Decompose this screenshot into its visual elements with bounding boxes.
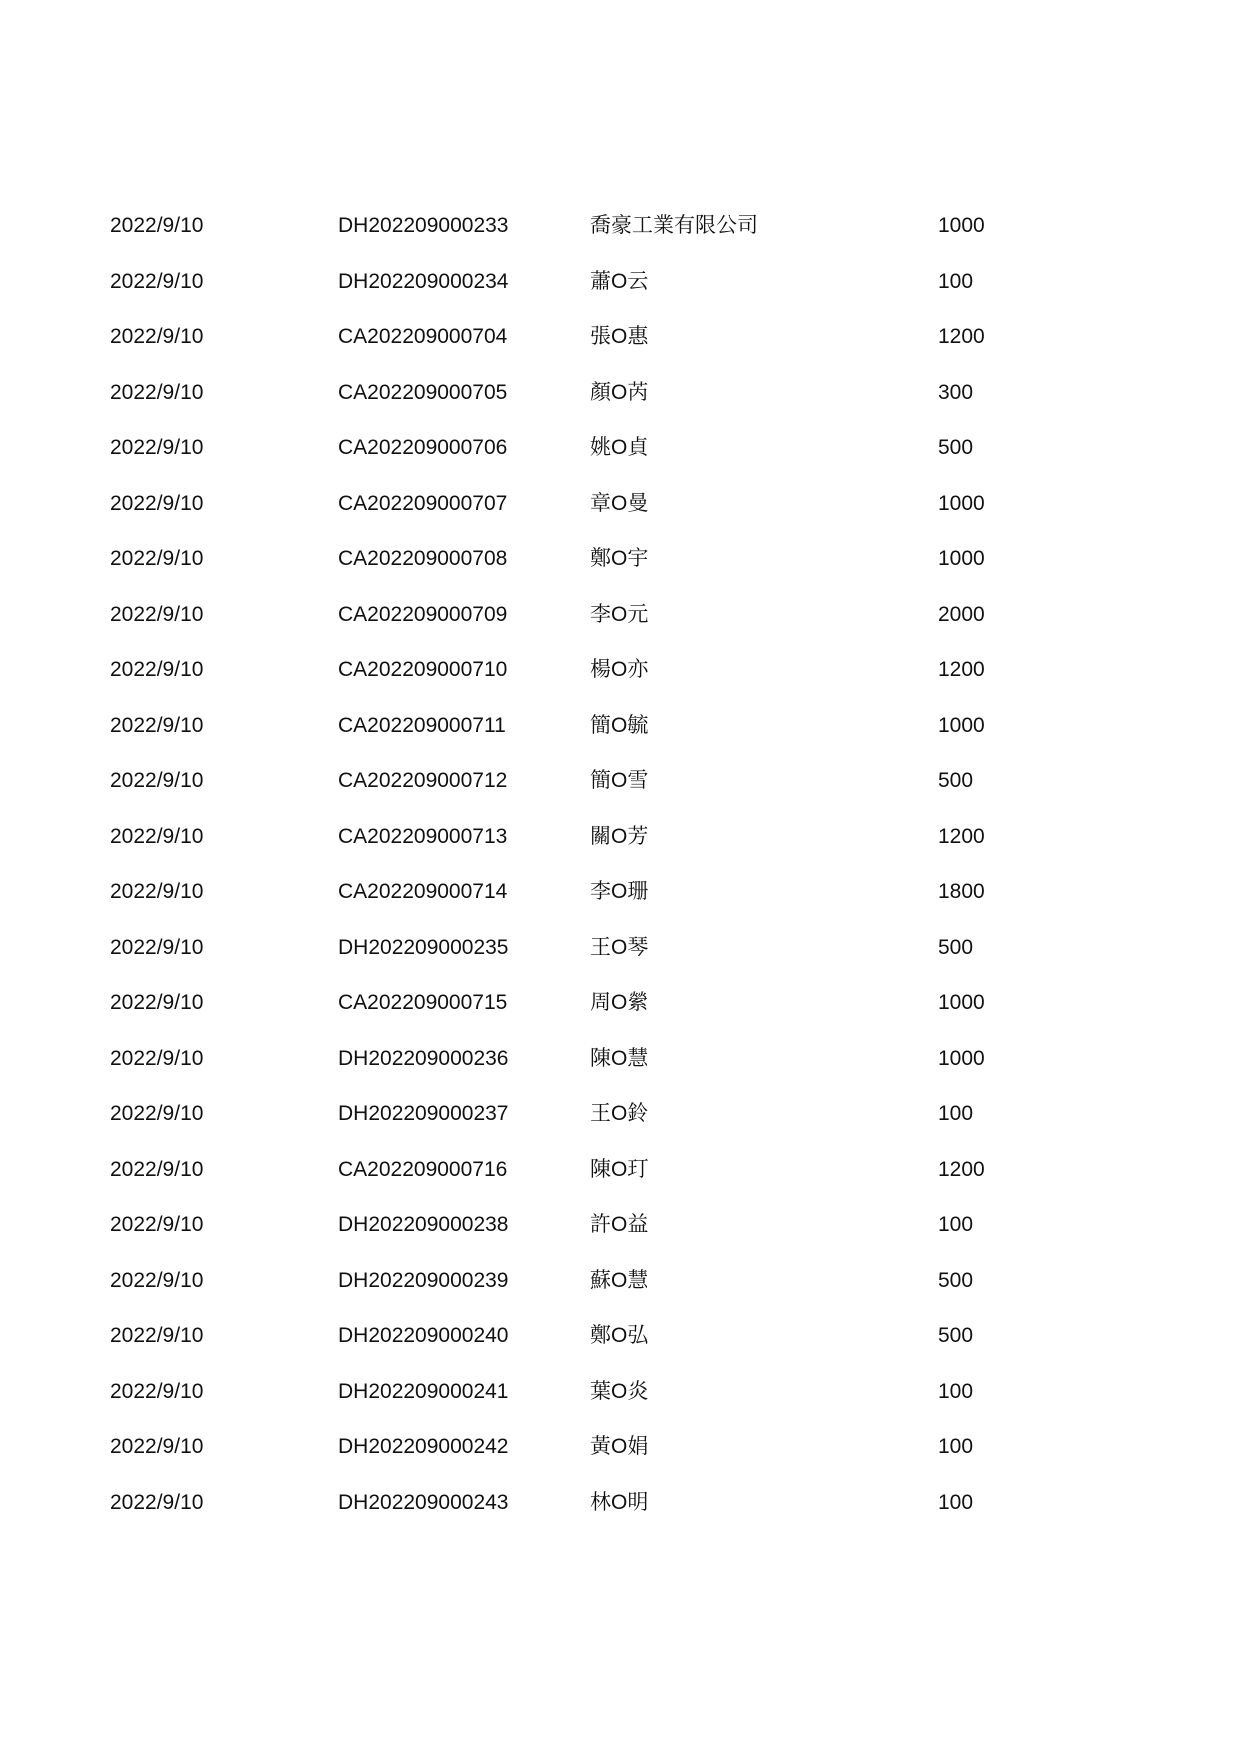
date-cell: 2022/9/10 [110,1324,204,1347]
transaction-id-cell: CA202209000710 [338,658,508,681]
table-row [110,1210,1090,1266]
table-row [110,544,1090,600]
transaction-id-cell: DH202209000239 [338,1268,509,1292]
records-table [110,211,1090,1543]
donor-name-cell: 王O琴 [590,935,649,959]
amount-cell: 1000 [938,991,985,1014]
transaction-id-cell: CA202209000709 [338,602,508,626]
date-cell: 2022/9/10 [110,713,204,737]
amount-cell: 500 [938,1268,974,1292]
amount-cell: 500 [938,1324,974,1347]
transaction-id-cell: CA202209000716 [338,1157,508,1181]
donor-name-cell: 黃O娟 [590,1435,649,1458]
transaction-id-cell: DH202209000236 [338,1046,509,1070]
table-row [110,1377,1090,1433]
transaction-id-cell: DH202209000242 [338,1435,509,1458]
date-cell: 2022/9/10 [110,824,204,848]
table-row [110,378,1090,434]
date-cell: 2022/9/10 [110,1157,204,1181]
transaction-id-cell: DH202209000240 [338,1324,509,1347]
table-row [110,877,1090,933]
donor-name-cell: 葉O炎 [590,1379,649,1403]
donor-name-cell: 林O明 [590,1490,649,1514]
donor-name-cell: 喬豪工業有限公司 [590,214,758,237]
table-row [110,1432,1090,1488]
date-cell: 2022/9/10 [110,1046,204,1070]
donor-name-cell: 鄭O弘 [590,1324,649,1347]
table-row [110,211,1090,267]
table-row [110,711,1090,767]
transaction-id-cell: DH202209000238 [338,1213,509,1236]
date-cell: 2022/9/10 [110,214,204,237]
date-cell: 2022/9/10 [110,1102,204,1125]
date-cell: 2022/9/10 [110,325,204,348]
transaction-id-cell: CA202209000705 [338,380,508,404]
table-row [110,1155,1090,1211]
amount-cell: 1200 [938,1157,985,1181]
amount-cell: 1000 [938,713,985,737]
donor-name-cell: 周O縈 [590,991,649,1014]
table-row [110,1488,1090,1544]
donor-name-cell: 李O珊 [590,880,649,903]
date-cell: 2022/9/10 [110,491,204,515]
transaction-id-cell: CA202209000715 [338,991,508,1014]
date-cell: 2022/9/10 [110,880,204,903]
amount-cell: 500 [938,935,974,959]
date-cell: 2022/9/10 [110,269,204,293]
amount-cell: 1200 [938,824,985,848]
transaction-id-cell: CA202209000714 [338,880,508,903]
date-cell: 2022/9/10 [110,1379,204,1403]
date-cell: 2022/9/10 [110,991,204,1014]
donor-name-cell: 李O元 [590,602,649,626]
donor-name-cell: 許O益 [590,1213,649,1236]
donor-name-cell: 蕭O云 [590,269,649,293]
date-cell: 2022/9/10 [110,769,204,792]
table-row [110,1044,1090,1100]
amount-cell: 100 [938,269,974,293]
donor-name-cell: 關O芳 [590,824,649,848]
table-row [110,267,1090,323]
transaction-id-cell: DH202209000241 [338,1379,509,1403]
donor-name-cell: 簡O雪 [590,769,649,792]
transaction-id-cell: CA202209000708 [338,547,508,570]
donor-name-cell: 陳O玎 [590,1157,649,1181]
donor-name-cell: 陳O慧 [590,1046,649,1070]
table-row [110,766,1090,822]
transaction-id-cell: DH202209000234 [338,269,509,293]
amount-cell: 300 [938,380,974,404]
transaction-id-cell: DH202209000233 [338,214,509,237]
donor-name-cell: 章O曼 [590,491,649,515]
donor-name-cell: 蘇O慧 [590,1268,649,1292]
date-cell: 2022/9/10 [110,380,204,404]
donor-name-cell: 顏O芮 [590,380,649,404]
transaction-id-cell: CA202209000707 [338,491,508,515]
transaction-id-cell: DH202209000243 [338,1490,509,1514]
amount-cell: 1200 [938,658,985,681]
donor-name-cell: 鄭O宇 [590,547,649,570]
date-cell: 2022/9/10 [110,602,204,626]
table-row [110,600,1090,656]
date-cell: 2022/9/10 [110,1213,204,1236]
donor-name-cell: 楊O亦 [590,658,649,681]
transaction-id-cell: CA202209000713 [338,824,508,848]
table-row [110,988,1090,1044]
date-cell: 2022/9/10 [110,935,204,959]
transaction-id-cell: CA202209000711 [338,713,506,737]
donor-name-cell: 姚O貞 [590,436,649,459]
amount-cell: 1200 [938,325,985,348]
date-cell: 2022/9/10 [110,658,204,681]
date-cell: 2022/9/10 [110,1490,204,1514]
transaction-id-cell: DH202209000237 [338,1102,509,1125]
amount-cell: 100 [938,1490,974,1514]
amount-cell: 1000 [938,547,985,570]
table-row [110,1266,1090,1322]
table-row [110,433,1090,489]
table-row [110,933,1090,989]
table-row [110,655,1090,711]
amount-cell: 100 [938,1102,974,1125]
transaction-id-cell: DH202209000235 [338,935,509,959]
amount-cell: 1000 [938,214,985,237]
transaction-id-cell: CA202209000712 [338,769,508,792]
table-row [110,322,1090,378]
donor-name-cell: 王O鈴 [590,1102,649,1125]
transaction-id-cell: CA202209000704 [338,325,508,348]
amount-cell: 2000 [938,602,985,626]
transaction-id-cell: CA202209000706 [338,436,508,459]
amount-cell: 100 [938,1213,974,1236]
table-row [110,1321,1090,1377]
date-cell: 2022/9/10 [110,436,204,459]
amount-cell: 100 [938,1435,974,1458]
donor-name-cell: 張O惠 [590,325,649,348]
date-cell: 2022/9/10 [110,547,204,570]
table-row [110,1099,1090,1155]
date-cell: 2022/9/10 [110,1435,204,1458]
table-row [110,822,1090,878]
table-row [110,489,1090,545]
amount-cell: 100 [938,1379,974,1403]
amount-cell: 500 [938,769,974,792]
amount-cell: 1000 [938,1046,985,1070]
donor-name-cell: 簡O毓 [590,713,649,737]
date-cell: 2022/9/10 [110,1268,204,1292]
amount-cell: 1000 [938,491,985,515]
amount-cell: 500 [938,436,974,459]
amount-cell: 1800 [938,880,985,903]
